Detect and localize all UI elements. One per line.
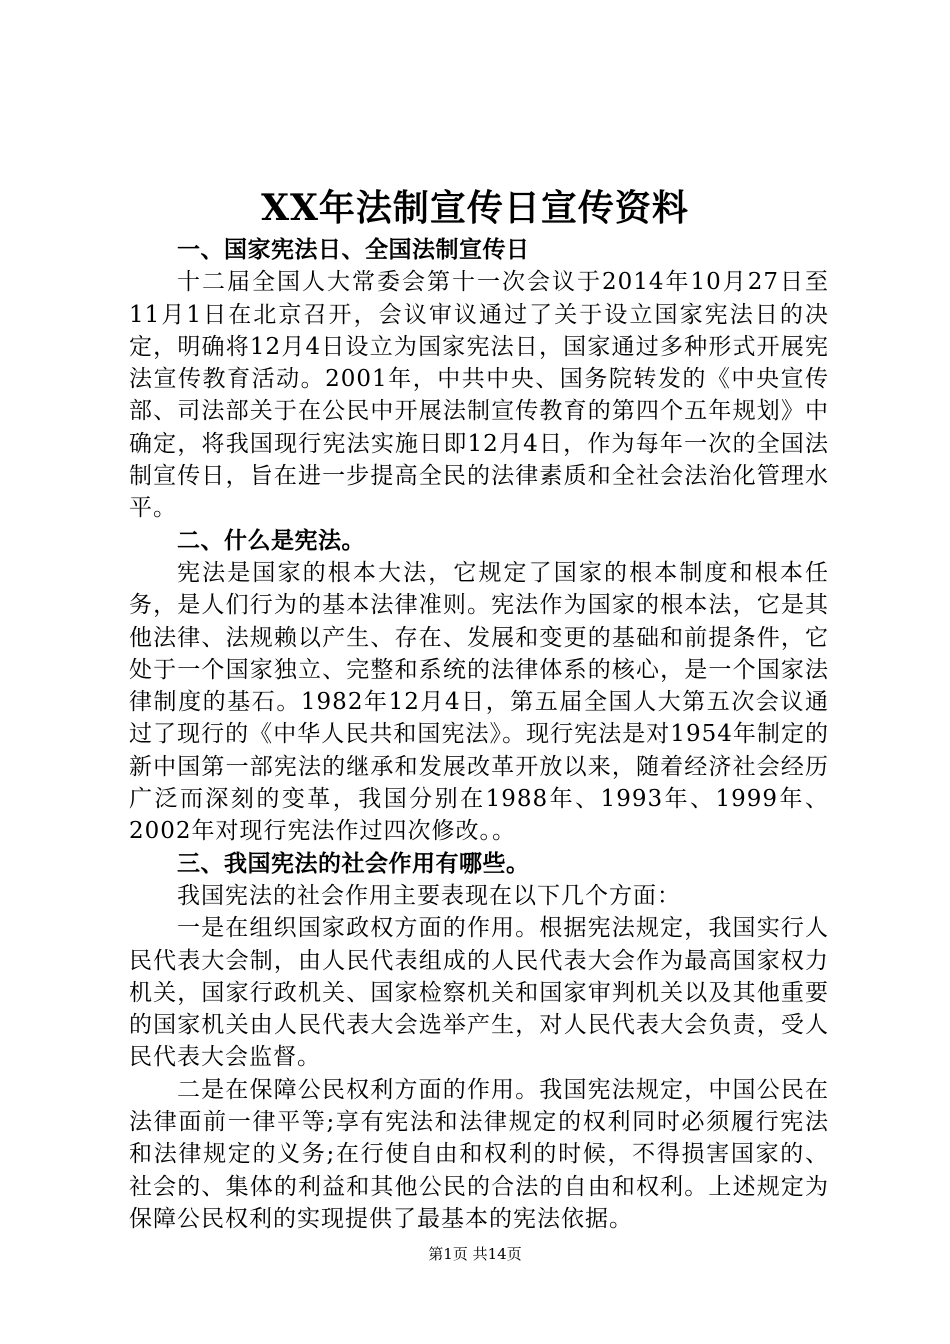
page-number-footer: 第1页 共14页 — [428, 1245, 522, 1263]
document-body — [129, 234, 829, 1235]
paragraph: 我国宪法的社会作用主要表现在以下几个方面： — [177, 882, 681, 909]
section-heading: 三、我国宪法的社会作用有哪些。 — [177, 850, 530, 877]
section-3 — [129, 848, 829, 1236]
document-title: XX年法制宣传日宣传资料 — [261, 187, 689, 229]
section-heading: 一、国家宪法日、全国法制宣传日 — [177, 237, 530, 263]
paragraph: 二是在保障公民权利方面的作用。我国宪法规定，中国公民在法律面前一律平等;享有宪法和法律规定的权利同时必须履行宪法和法律规定的义务;在行使自由和权利的时候，不得损害国家的、社会的、集体的利益和其他公民的合法的自由和权利。上述规定为保障公民权利的实现提供了最基本的宪法依据。 — [129, 1076, 829, 1232]
section-heading: 二、什么是宪法。 — [177, 527, 365, 554]
paragraph: 宪法是国家的根本大法，它规定了国家的根本制度和根本任务，是人们行为的基本法律准则。宪法作为国家的根本法，它是其他法律、法规赖以产生、存在、发展和变更的基础和前提条件，它处于一个国家独立、完整和系统的法律体系的核心，是一个国家法律制度的基石。1982年12月4日，第五届全国人大第五次会议通过了现行的《中华人民共和国宪法》。现行宪法是对1954年制定的新中国第一部宪法的继承和发展改革开放以来，随着经济社会经历广泛而深刻的变革，我国分别在1988年、1993年、1999年、2002年对现行宪法作过四次修改。。 — [129, 559, 829, 845]
paragraph: 一是在组织国家政权方面的作用。根据宪法规定，我国实行人民代表大会制，由人民代表组成的人民代表大会作为最高国家权力机关，国家行政机关、国家检察机关和国家审判机关以及其他重要的国家机关由人民代表大会选举产生，对人民代表大会负责，受人民代表大会监督。 — [129, 915, 829, 1071]
section-2 — [129, 525, 829, 848]
paragraph: 十二届全国人大常委会第十一次会议于2014年10月27日至11月1日在北京召开，会议审议通过了关于设立国家宪法日的决定，明确将12月4日设立为国家宪法日，国家通过多种形式开展宪法宣传教育活动。2001年，中共中央、国务院转发的《中央宣传部、司法部关于在公民中开展法制宣传教育的第四个五年规划》中确定，将我国现行宪法实施日即12月4日，作为每年一次的全国法制宣传日，旨在进一步提高全民的法律素质和全社会法治化管理水平。 — [129, 269, 829, 522]
section-1 — [129, 234, 829, 525]
